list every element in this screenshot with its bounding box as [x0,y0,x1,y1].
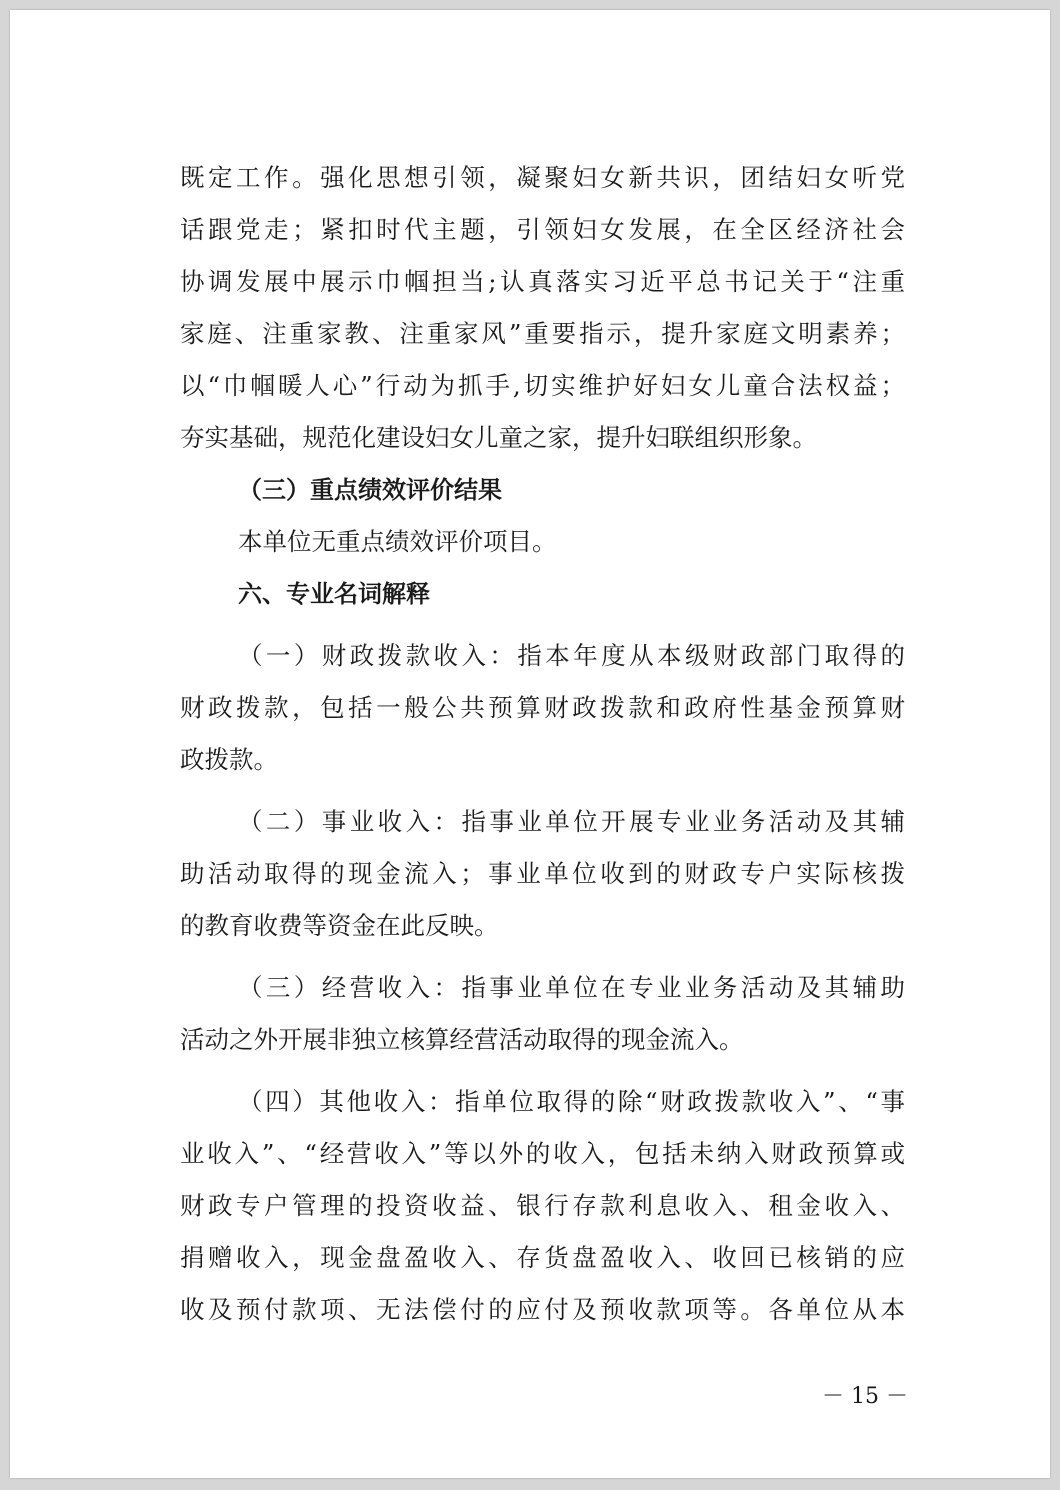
text-line: 既定工作。强化思想引领，凝聚妇女新共识，团结妇女听党 [180,163,905,192]
text-line: （二）事业收入：指事业单位开展专业业务活动及其辅 [238,807,905,836]
text-line: 本单位无重点绩效评价项目。 [238,527,557,556]
text-line: 财政专户管理的投资收益、银行存款利息收入、租金收入、 [180,1191,905,1220]
text-line: 捐赠收入，现金盘盈收入、存货盘盈收入、收回已核销的应 [180,1243,905,1272]
text-line: （四）其他收入：指单位取得的除“财政拨款收入”、“事 [238,1087,905,1116]
section-heading: （三）重点绩效评价结果 [238,476,502,504]
text-line: 话跟党走；紧扣时代主题，引领妇女发展，在全区经济社会 [180,215,905,244]
text-line: （三）经营收入：指事业单位在专业业务活动及其辅助 [238,973,905,1002]
document-page [10,10,1050,1478]
page-number: － 15 － [822,1384,908,1409]
text-line: 家庭、注重家教、注重家风”重要指示，提升家庭文明素养； [180,319,905,348]
text-line: 财政拨款，包括一般公共预算财政拨款和政府性基金预算财 [180,693,905,722]
text-line: 政拨款。 [180,745,278,774]
text-line: 助活动取得的现金流入；事业单位收到的财政专户实际核拨 [180,859,905,888]
text-line: 活动之外开展非独立核算经营活动取得的现金流入。 [180,1025,744,1054]
text-line: 以“巾帼暖人心”行动为抓手,切实维护好妇女儿童合法权益； [180,371,905,400]
text-line: 夯实基础，规范化建设妇女儿童之家，提升妇联组织形象。 [180,423,817,452]
text-line: （一）财政拨款收入：指本年度从本级财政部门取得的 [238,641,905,670]
text-line: 的教育收费等资金在此反映。 [180,911,499,940]
section-heading: 六、专业名词解释 [238,580,430,608]
text-line: 协调发展中展示巾帼担当;认真落实习近平总书记关于“注重 [180,267,905,296]
text-line: 收及预付款项、无法偿付的应付及预收款项等。各单位从本 [180,1295,905,1324]
text-line: 业收入”、“经营收入”等以外的收入，包括未纳入财政预算或 [180,1139,905,1168]
